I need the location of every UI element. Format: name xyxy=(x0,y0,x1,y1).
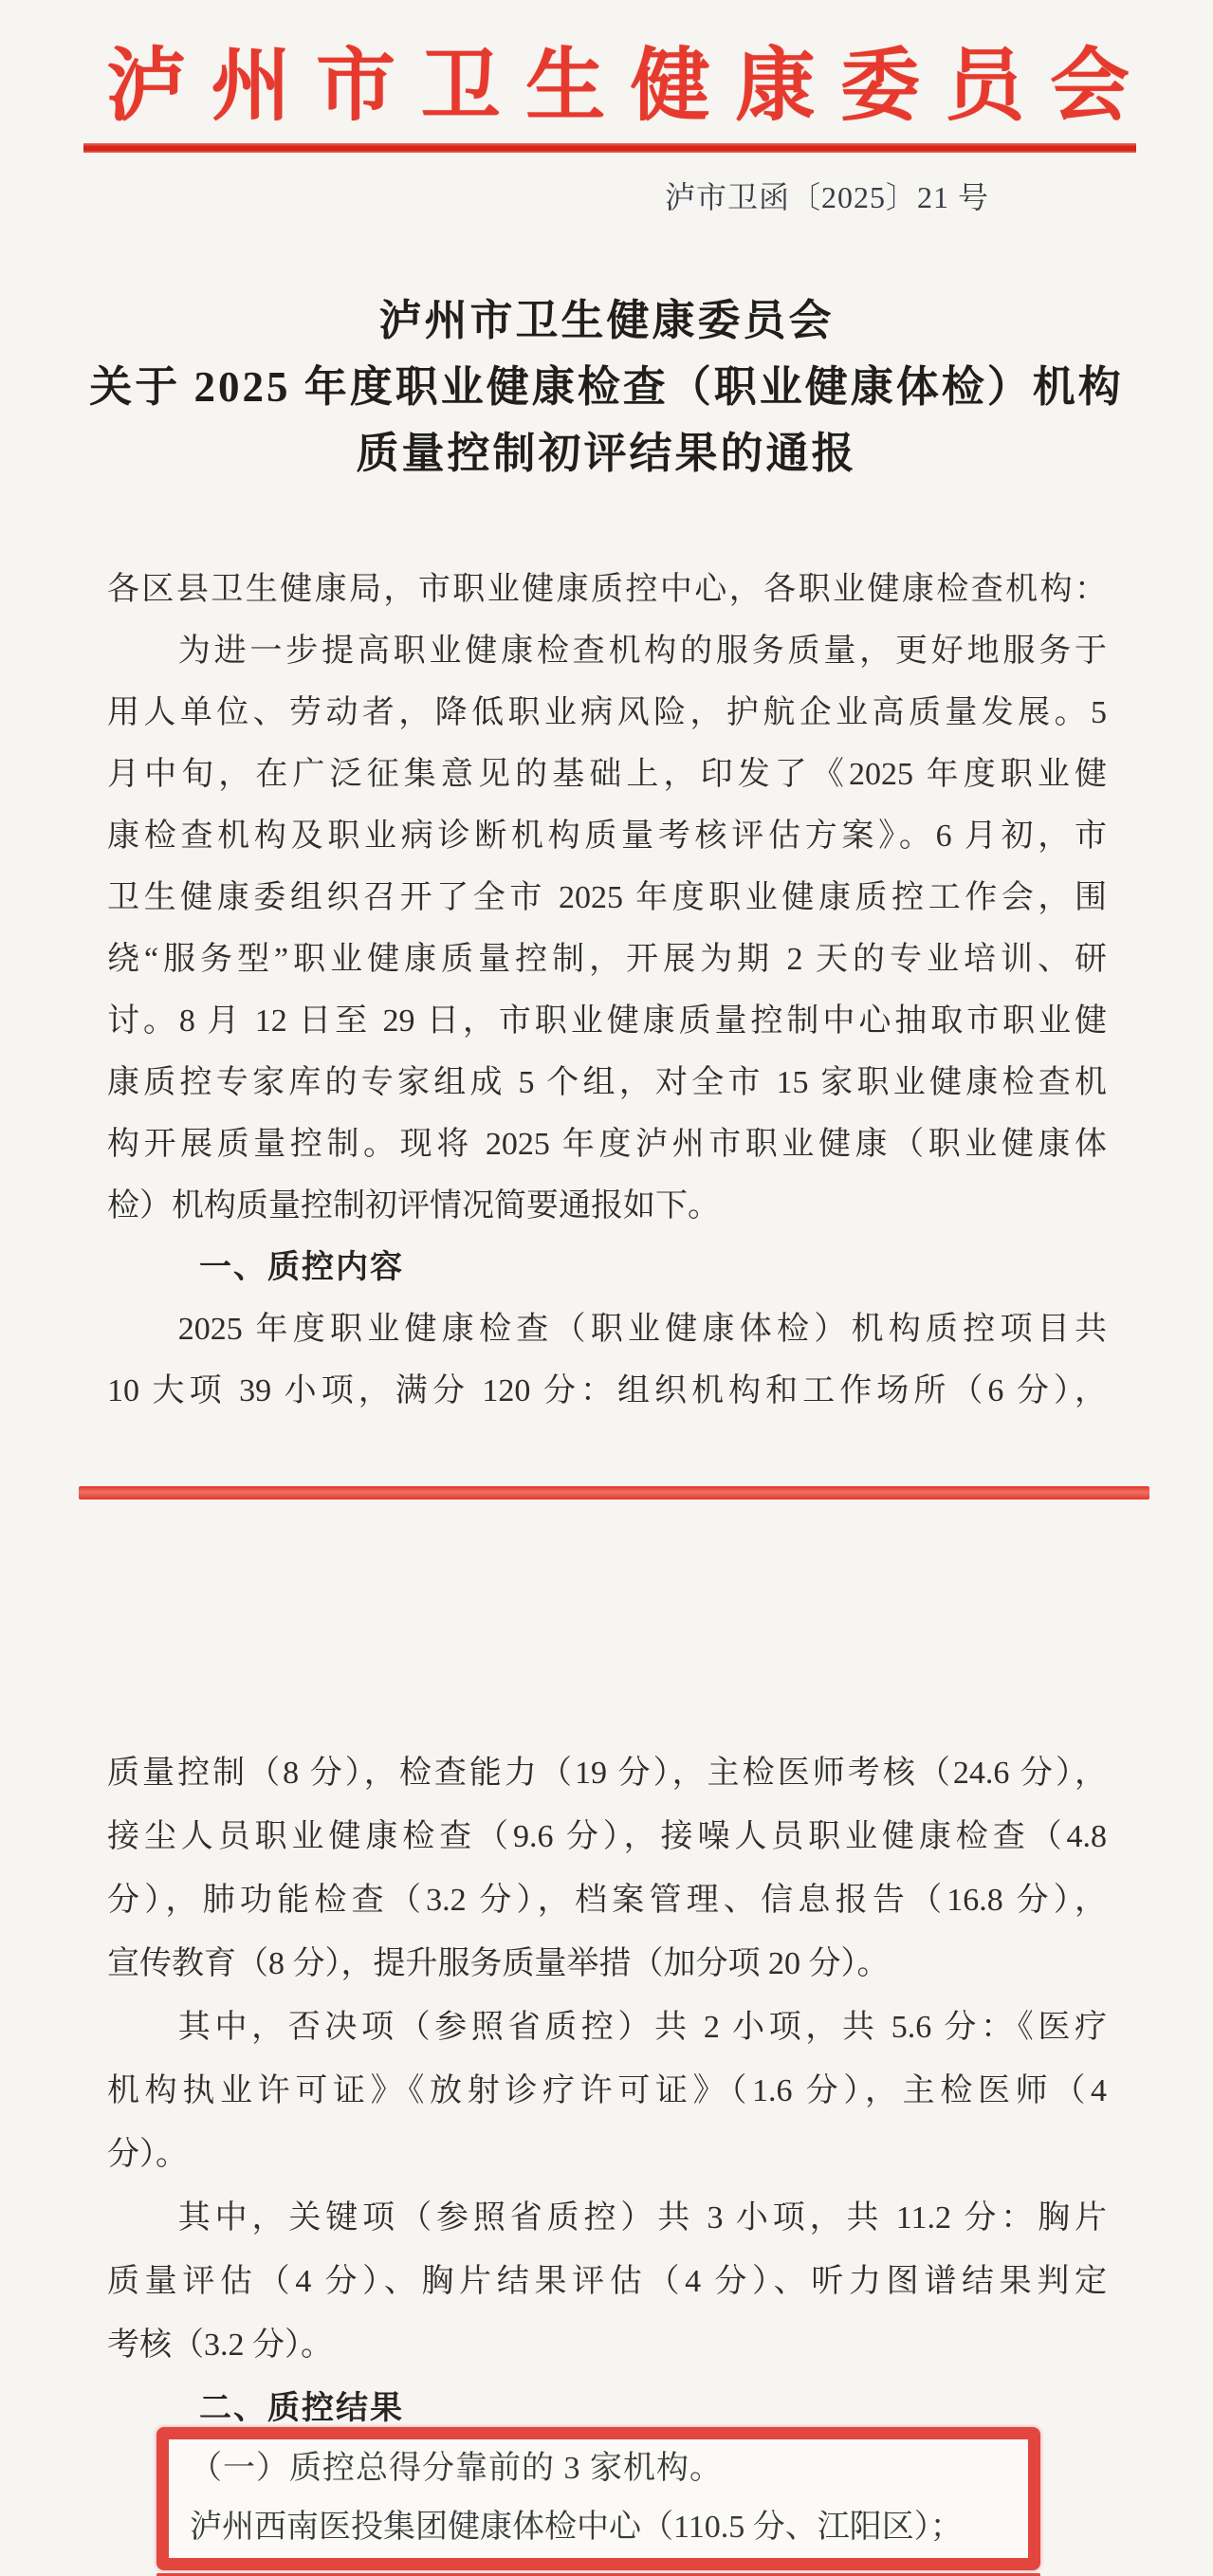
document-title-line-1: 泸州市卫生健康委员会 xyxy=(378,297,835,344)
text-line: 考核（3.2 分）。 xyxy=(107,2328,333,2363)
text-line: 康质控专家库的专家组成 5 个组，对全市 15 家职业健康检查机 xyxy=(107,1065,1107,1100)
text-line: 月中旬，在广泛征集意见的基础上，印发了《2025 年度职业健 xyxy=(107,757,1107,792)
document-title-line-3: 质量控制初评结果的通报 xyxy=(356,430,857,477)
text-line: 分），肺功能检查（3.2 分），档案管理、信息报告（16.8 分）， xyxy=(107,1883,1107,1918)
body-page2 xyxy=(107,1741,1107,2440)
highlight-box-content xyxy=(169,2439,1028,2557)
text-line: 接尘人员职业健康检查（9.6 分），接噪人员职业健康检查（4.8 xyxy=(107,1819,1107,1854)
highlight-box xyxy=(156,2427,1040,2570)
text-line: 康检查机构及职业病诊断机构质量考核评估方案》。6 月初，市 xyxy=(107,819,1107,854)
text-line: 其中，关键项（参照省质控）共 3 小项，共 11.2 分：胸片 xyxy=(177,2200,1107,2236)
text-line: 分）。 xyxy=(107,2137,188,2172)
text-line: 绕“服务型”职业健康质量控制，开展为期 2 天的专业培训、研 xyxy=(107,942,1107,977)
text-line: 各区县卫生健康局，市职业健康质控中心，各职业健康检查机构： xyxy=(107,572,1107,607)
text-line: 其中，否决项（参照省质控）共 2 小项，共 5.6 分：《医疗 xyxy=(177,2010,1107,2045)
highlight-institution-line: 泸州西南医投集团健康体检中心（110.5 分、江阳区）； xyxy=(190,2510,963,2545)
text-line: 宣传教育（8 分），提升服务质量举措（加分项 20 分）。 xyxy=(107,1946,890,1981)
text-line: 机构执业许可证》《放射诊疗许可证》（1.6 分），主检医师（4 xyxy=(107,2073,1107,2108)
text-line: 10 大项 39 小项，满分 120 分：组织机构和工作场所（6 分）， xyxy=(107,1373,1107,1408)
document-number: 泸市卫函〔2025〕21 号 xyxy=(664,180,989,214)
text-line: 质量控制（8 分），检查能力（19 分），主检医师考核（24.6 分）， xyxy=(107,1756,1107,1791)
text-line: 检）机构质量控制初评情况简要通报如下。 xyxy=(107,1188,720,1224)
section-heading: 一、质控内容 xyxy=(199,1249,404,1285)
document-title-line-2: 关于 2025 年度职业健康检查（职业健康体检）机构 xyxy=(89,363,1124,411)
section-heading: 二、质控结果 xyxy=(199,2390,404,2426)
text-line: 讨。8 月 12 日至 29 日，市职业健康质量控制中心抽取市职业健 xyxy=(107,1003,1107,1039)
page-separator-rule xyxy=(79,1486,1149,1500)
text-line: 质量评估（4 分）、胸片结果评估（4 分）、听力图谱结果判定 xyxy=(107,2264,1107,2299)
body-page1 xyxy=(107,559,1107,1422)
text-line: 构开展质量控制。现将 2025 年度泸州市职业健康（职业健康体 xyxy=(107,1127,1107,1162)
text-line: 2025 年度职业健康检查（职业健康体检）机构质控项目共 xyxy=(177,1312,1107,1347)
text-line: 卫生健康委组织召开了全市 2025 年度职业健康质控工作会，围 xyxy=(107,880,1107,915)
highlight-subheading: （一）质控总得分靠前的 3 家机构。 xyxy=(190,2451,723,2486)
text-line: 为进一步提高职业健康检查机构的服务质量，更好地服务于 xyxy=(177,634,1107,669)
masthead-rule xyxy=(83,143,1136,153)
document-title xyxy=(85,287,1128,487)
agency-masthead: 泸州市卫生健康委员会 xyxy=(106,43,1130,131)
text-line: 用人单位、劳动者，降低职业病风险，护航企业高质量发展。5 xyxy=(107,695,1107,730)
